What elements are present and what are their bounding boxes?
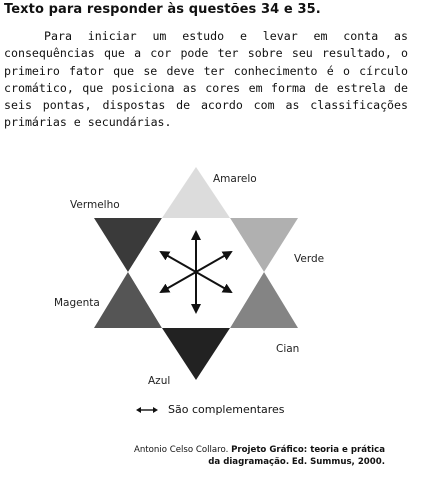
label-cian: Cian [276,343,300,355]
credit-title-line2: da diagramação. [208,456,290,467]
page-heading: Texto para responder às questões 34 e 35. [4,2,321,17]
label-amarelo: Amarelo [213,173,257,185]
credit-title-line1: Projeto Gráfico: teoria e prática [231,445,385,455]
label-verde: Verde [294,253,325,265]
credit-publisher: Ed. Summus, 2000. [291,456,385,467]
label-vermelho: Vermelho [70,199,120,211]
intro-paragraph: Para iniciar um estudo e levar em conta as consequências que a cor pode ter sobre seu resultado, o primeiro fator que se deve ter conhecimento é o círculo cromático, que posiciona as cores em forma de estrela de seis pontas, dispostas de acordo com as classificações primárias e secundárias. [4,29,408,130]
legend [136,403,285,416]
source-credit [134,445,385,468]
label-azul: Azul [148,375,171,387]
double-arrow-icon [136,405,158,415]
azul-triangle [162,328,230,380]
credit-author: Antonio Celso Collaro. [133,445,229,455]
label-magenta: Magenta [54,297,100,309]
legend-text: São complementares [168,403,285,416]
